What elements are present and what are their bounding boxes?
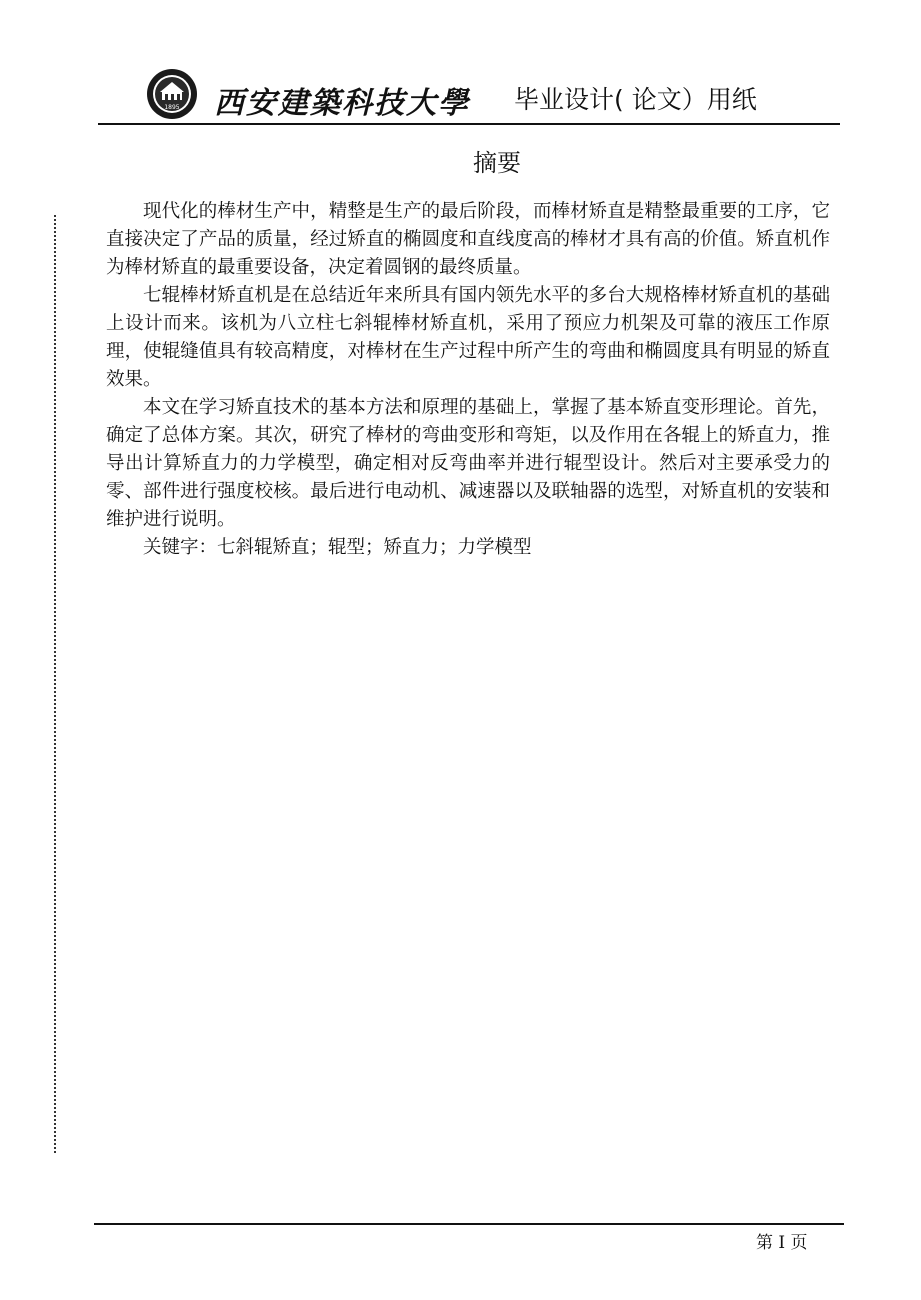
keywords-line <box>106 534 830 562</box>
abstract-paragraph: 现代化的棒材生产中，精整是生产的最后阶段，而棒材矫直是精整最重要的工序，它直接决定了产品的质量，经过矫直的椭圆度和直线度高的棒材才具有高的价值。矫直机作为棒材矫直的最重要设备，决定着圆钢的最终质量。 <box>106 201 830 278</box>
abstract-body <box>106 198 830 562</box>
header-subtitle: 毕业设计( 论文）用纸 <box>514 85 757 114</box>
binding-dotted-line <box>54 215 56 1153</box>
footer-divider <box>94 1223 844 1225</box>
header-divider <box>98 123 840 125</box>
keywords-text: 七斜辊矫直；辊型；矫直力；力学模型 <box>217 537 532 558</box>
university-seal-logo <box>146 68 198 120</box>
university-name: 西安建築科技大學 <box>214 86 470 121</box>
abstract-paragraph: 本文在学习矫直技术的基本方法和原理的基础上，掌握了基本矫直变形理论。首先，确定了总体方案。其次，研究了棒材的弯曲变形和弯矩，以及作用在各辊上的矫直力，推导出计算矫直力的力学模型，确定相对反弯曲率并进行辊型设计。然后对主要承受力的零、部件进行强度校核。最后进行电动机、减速器以及联轴器的选型，对矫直机的安装和维护进行说明。 <box>106 397 830 530</box>
page-number: 第 I 页 <box>756 1233 808 1253</box>
keywords-label: 关键字： <box>143 537 218 558</box>
page-title: 摘要 <box>473 149 521 177</box>
page-header <box>98 62 840 124</box>
svg-text:1895: 1895 <box>164 104 180 111</box>
abstract-paragraph: 七辊棒材矫直机是在总结近年来所具有国内领先水平的多台大规格棒材矫直机的基础上设计而来。该机为八立柱七斜辊棒材矫直机，采用了预应力机架及可靠的液压工作原理，使辊缝值具有较高精度，对棒材在生产过程中所产生的弯曲和椭圆度具有明显的矫直效果。 <box>106 285 830 390</box>
